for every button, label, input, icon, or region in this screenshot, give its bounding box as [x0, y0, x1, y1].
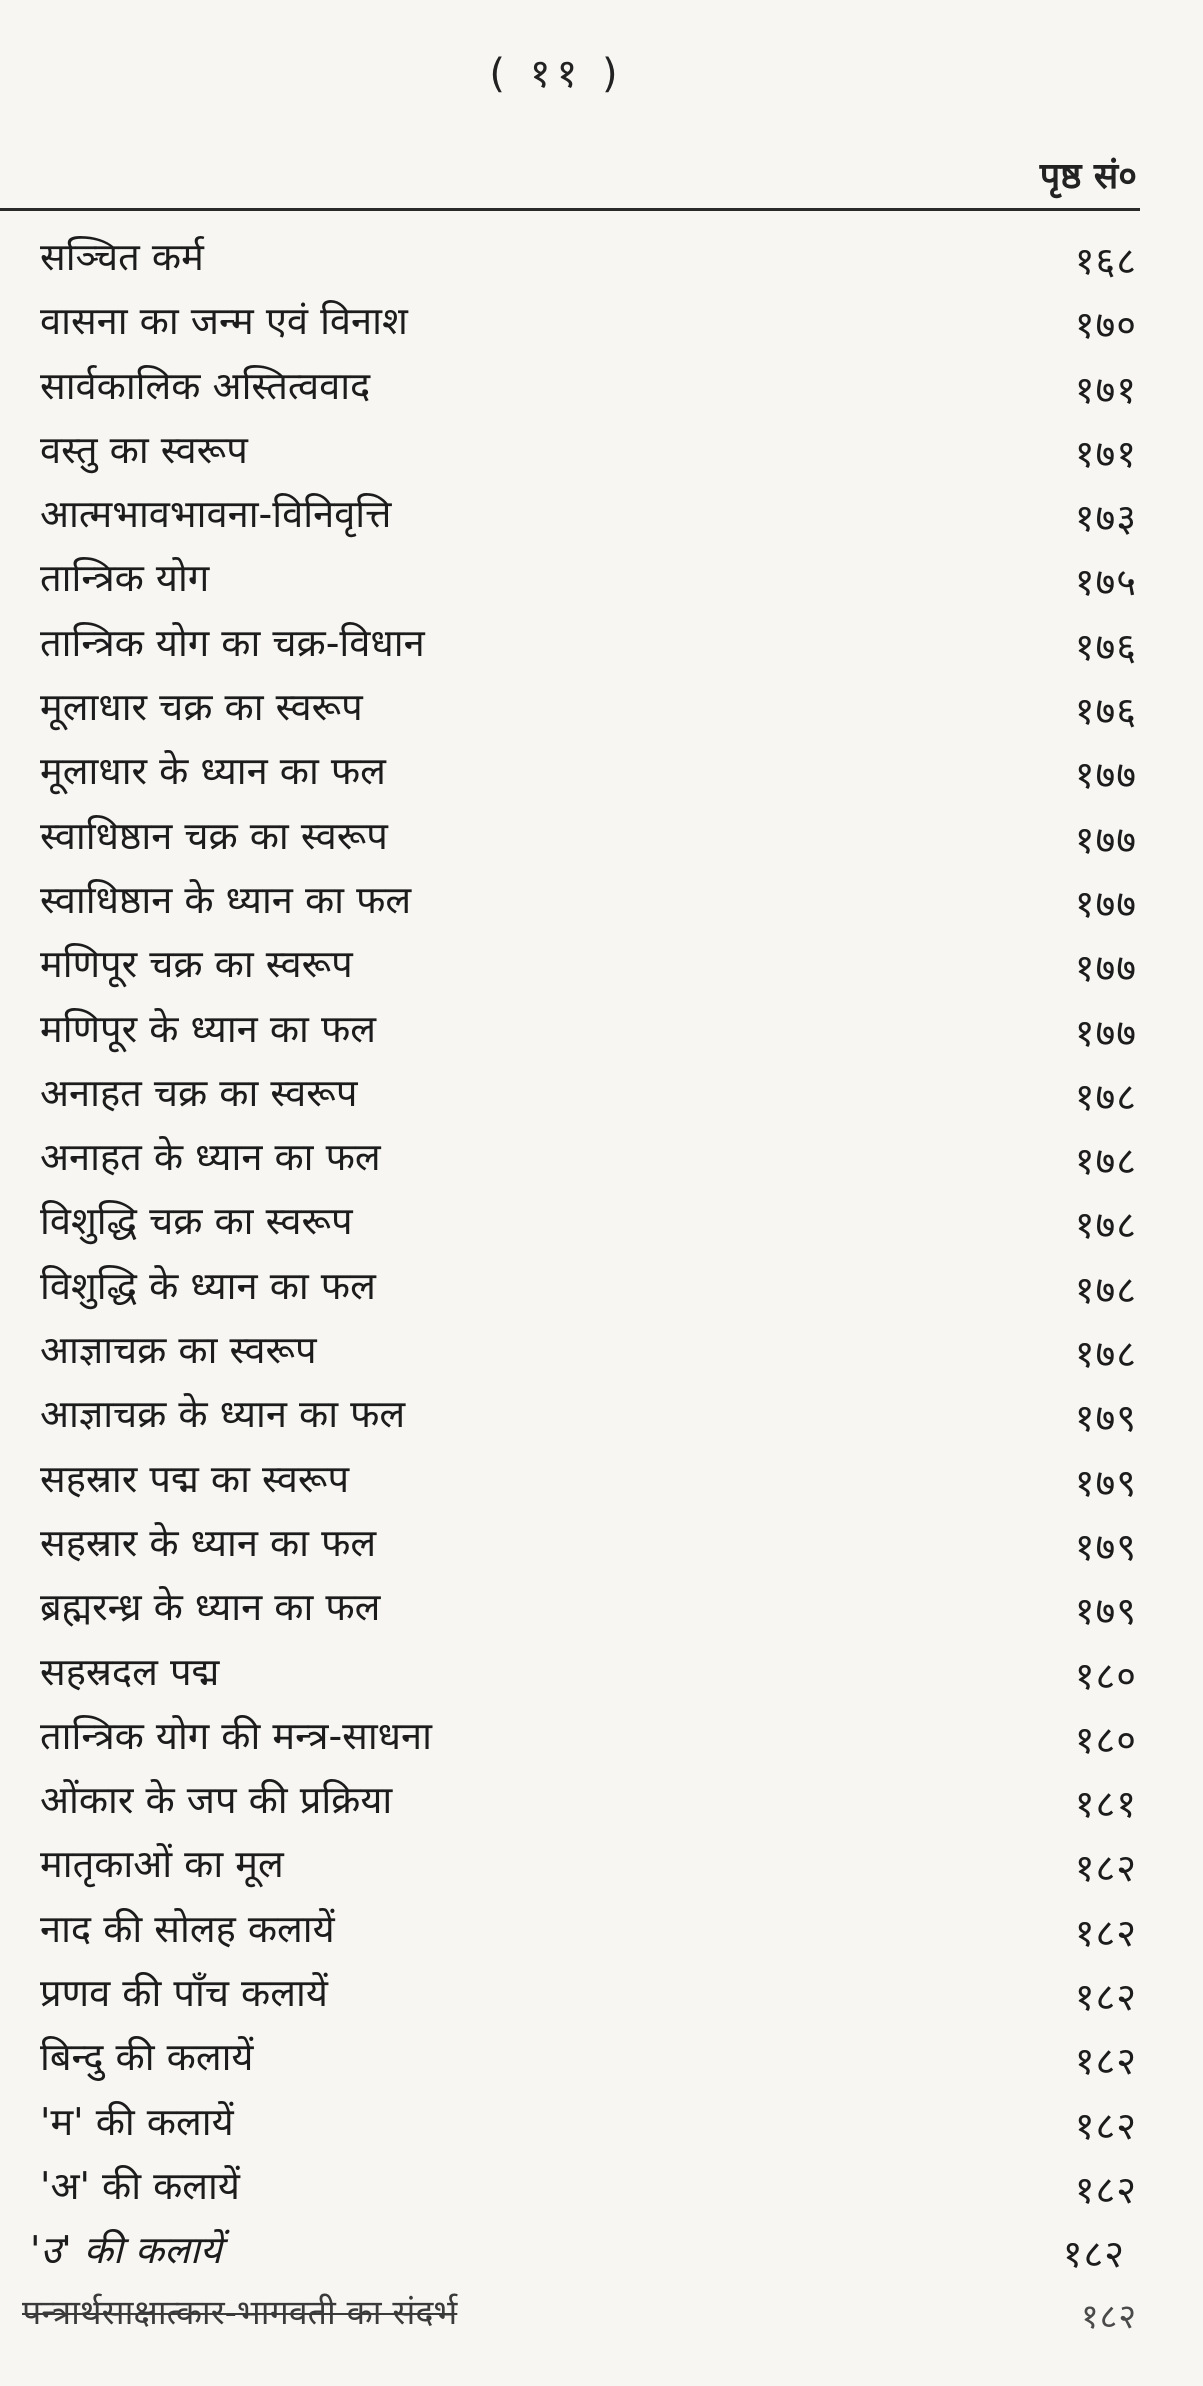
toc-entry-title: मूलाधार चक्र का स्वरूप — [40, 685, 363, 730]
toc-entry — [0, 2026, 1203, 2090]
toc-entry-title: आज्ञाचक्र के ध्यान का फल — [40, 1392, 406, 1437]
toc-entry-title: अनाहत के ध्यान का फल — [40, 1135, 381, 1180]
toc-entry — [0, 483, 1203, 547]
toc-entry-title: सहस्रदल पद्म — [40, 1649, 220, 1694]
toc-entry-page: १८२ — [1074, 2167, 1137, 2212]
toc-entry-title: सहस्रार पद्म का स्वरूप — [40, 1456, 350, 1501]
toc-entry-page: १८० — [1074, 1653, 1137, 1698]
toc-entry — [0, 1190, 1203, 1254]
toc-entry — [0, 998, 1203, 1062]
toc-entry-page: १८२ — [1074, 2039, 1137, 2084]
toc-entry-page: १७६ — [1074, 624, 1137, 669]
toc-entry — [0, 805, 1203, 869]
toc-entry-page: १८२ — [1074, 2103, 1137, 2148]
toc-entry-page: १७१ — [1074, 431, 1137, 476]
toc-entry — [0, 1833, 1203, 1897]
toc-entry-title: तान्त्रिक योग का चक्र-विधान — [40, 620, 425, 665]
toc-entry-title: प्रणव की पाँच कलायें — [40, 1971, 328, 2016]
toc-entry-title: मणिपूर चक्र का स्वरूप — [40, 942, 353, 987]
toc-entry-title: आज्ञाचक्र का स्वरूप — [40, 1328, 317, 1373]
toc-entry — [0, 2284, 1203, 2348]
page-column-header: पृष्ठ सं० — [1039, 156, 1137, 197]
toc-entry-page: १७८ — [1074, 1139, 1137, 1184]
toc-entry — [0, 1448, 1203, 1512]
toc-entry-title: 'अ' की कलायें — [40, 2163, 240, 2208]
toc-entry-page: १७६ — [1074, 689, 1137, 734]
toc-entry — [0, 1769, 1203, 1833]
toc-entry-title: बिन्दु की कलायें — [40, 2035, 254, 2080]
toc-entry — [0, 1319, 1203, 1383]
toc-entry-page: १८२ — [1080, 2296, 1137, 2337]
toc-entry — [0, 1512, 1203, 1576]
toc-entry-page: १८२ — [1074, 1910, 1137, 1955]
toc-entry — [0, 1255, 1203, 1319]
toc-entry-title: स्वाधिष्ठान चक्र का स्वरूप — [40, 813, 388, 858]
toc-entry-page: १६८ — [1074, 239, 1137, 283]
toc-entry-page: १७९ — [1074, 1524, 1137, 1569]
page-number — [0, 44, 1203, 99]
toc-entry-title: मणिपूर के ध्यान का फल — [40, 1006, 377, 1051]
toc-entry-title: तान्त्रिक योग — [40, 556, 210, 601]
toc-entry — [0, 2155, 1203, 2219]
toc-entry — [0, 676, 1203, 740]
toc-entry-page: १७९ — [1074, 1396, 1137, 1441]
toc-entry — [0, 2091, 1203, 2155]
toc-entry-page: १७७ — [1074, 817, 1137, 862]
toc-entry-page: १७८ — [1074, 1203, 1137, 1248]
toc-entry-title: अनाहत चक्र का स्वरूप — [40, 1070, 358, 1115]
toc-entry — [0, 612, 1203, 676]
page-number-text: ( ११ ) — [489, 51, 624, 97]
toc-entry-title: सार्वकालिक अस्तित्ववाद — [40, 363, 371, 408]
toc-entry — [0, 2219, 1203, 2283]
toc-entry-title: विशुद्धि चक्र का स्वरूप — [40, 1199, 353, 1244]
toc-entry-title: विशुद्धि के ध्यान का फल — [40, 1263, 376, 1308]
toc-entry — [0, 290, 1203, 354]
toc-entry — [0, 869, 1203, 933]
toc-entry-title: आत्मभावभावना-विनिवृत्ति — [40, 492, 392, 537]
toc-entry — [0, 1383, 1203, 1447]
toc-entry — [0, 1962, 1203, 2026]
toc-entry-page: १७८ — [1074, 1332, 1137, 1377]
toc-entry-title: स्वाधिष्ठान के ध्यान का फल — [40, 877, 412, 922]
toc-entry-page: १७७ — [1074, 753, 1137, 798]
toc-entry-page: १८० — [1074, 1717, 1137, 1762]
toc-entry — [0, 1126, 1203, 1190]
toc-entry-page: १७७ — [1074, 881, 1137, 926]
toc-entry-title: सञ्चित कर्म — [40, 235, 204, 279]
toc-entry-page: १७७ — [1074, 946, 1137, 991]
toc-entry-page: १८२ — [1074, 1846, 1137, 1891]
toc-entry-page: १७५ — [1074, 560, 1137, 605]
toc-entry — [0, 355, 1203, 419]
toc-entry-page: १८२ — [1062, 2232, 1125, 2277]
toc-entry-page: १७८ — [1074, 1267, 1137, 1312]
toc-entry — [0, 419, 1203, 483]
toc-entry-title: ब्रह्मरन्ध्र के ध्यान का फल — [40, 1585, 381, 1630]
toc-entry-title: मातृकाओं का मूल — [40, 1842, 284, 1887]
toc-entry-page: १७३ — [1074, 496, 1137, 541]
header-rule — [0, 208, 1140, 211]
toc-entry-title: वासना का जन्म एवं विनाश — [40, 299, 408, 344]
table-of-contents — [0, 226, 1203, 2348]
toc-entry-title: वस्तु का स्वरूप — [40, 427, 248, 472]
toc-entry-title: ओंकार के जप की प्रक्रिया — [40, 1778, 393, 1823]
toc-entry — [0, 1898, 1203, 1962]
toc-entry-page: १८२ — [1074, 1975, 1137, 2020]
toc-entry-page: १७७ — [1074, 1010, 1137, 1055]
toc-entry-page: १८१ — [1074, 1782, 1137, 1827]
toc-entry-page: १७९ — [1074, 1589, 1137, 1634]
toc-entry-page: १७८ — [1074, 1074, 1137, 1119]
toc-entry-page: १७९ — [1074, 1460, 1137, 1505]
toc-entry-title: पन्त्रार्थसाक्षात्कार-भागवती का संदर्भ — [22, 2292, 458, 2333]
toc-entry — [0, 1062, 1203, 1126]
toc-entry — [0, 547, 1203, 611]
toc-entry-title: तान्त्रिक योग की मन्त्र-साधना — [40, 1713, 432, 1758]
toc-entry — [0, 226, 1203, 290]
toc-entry — [0, 1641, 1203, 1705]
toc-entry-title: 'उ' की कलायें — [30, 2228, 222, 2273]
toc-entry — [0, 1705, 1203, 1769]
toc-entry-title: 'म' की कलायें — [40, 2099, 234, 2144]
toc-entry-page: १७० — [1074, 303, 1137, 348]
toc-entry-page: १७१ — [1074, 367, 1137, 412]
toc-entry — [0, 1576, 1203, 1640]
toc-entry — [0, 933, 1203, 997]
toc-entry — [0, 740, 1203, 804]
toc-entry-title: नाद की सोलह कलायें — [40, 1906, 335, 1951]
toc-entry-title: मूलाधार के ध्यान का फल — [40, 749, 386, 794]
toc-entry-title: सहस्रार के ध्यान का फल — [40, 1520, 377, 1565]
